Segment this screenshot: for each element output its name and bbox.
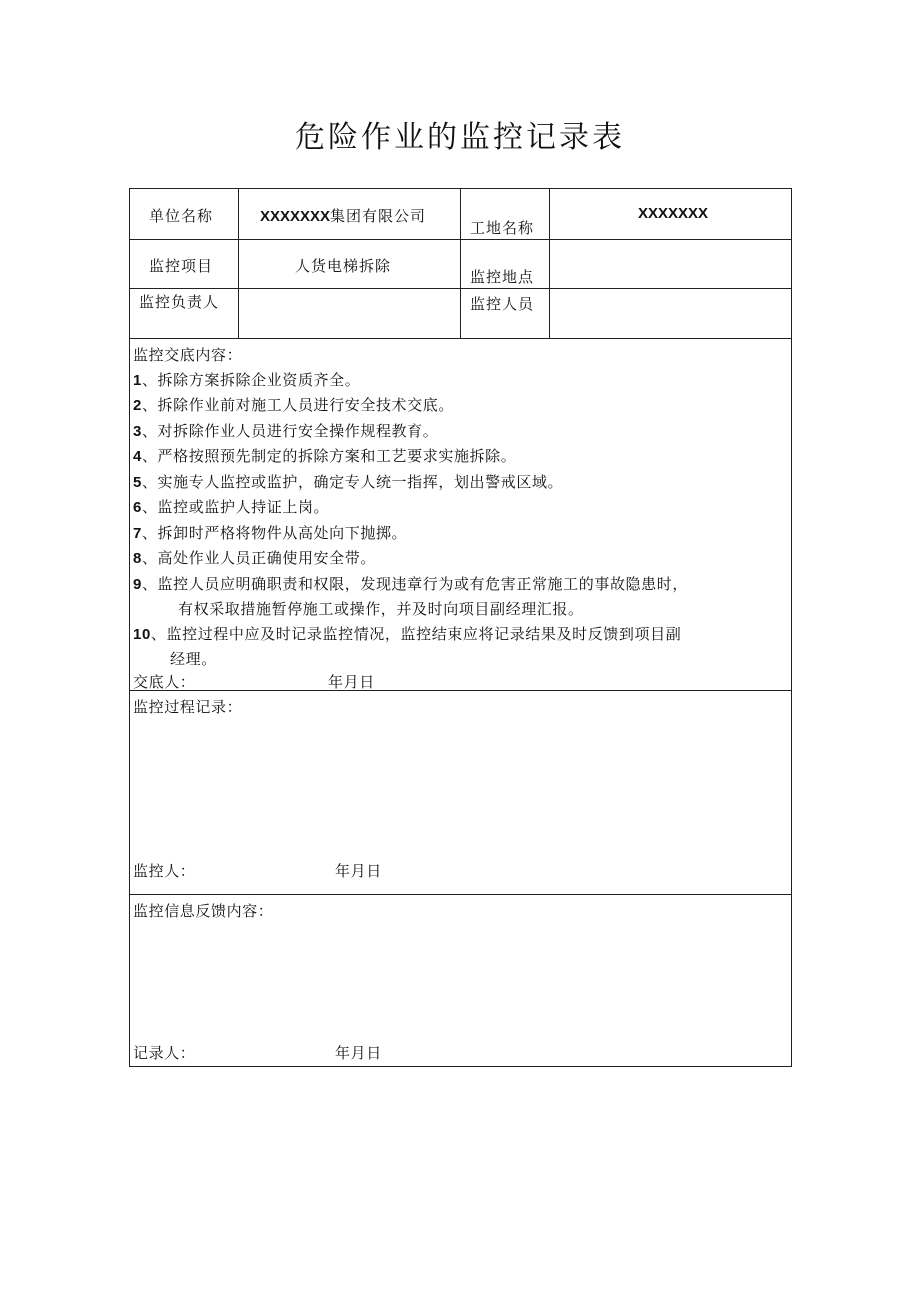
monitor-location-value-cell[interactable] [550,240,792,289]
feedback-date-label: 年月日 [335,1043,382,1062]
monitor-staff-value-cell[interactable] [550,289,792,339]
feedback-signature-row [133,1041,382,1066]
briefing-item-text: 、拆除作业前对施工人员进行安全技术交底。 [141,396,454,414]
unit-name-code: XXXXXXX [260,208,331,225]
monitor-leader-label-cell [130,289,239,339]
unit-name-label: 单位名称 [149,207,214,225]
briefing-item-number: 6 [133,499,142,516]
briefing-item-number: 10 [133,625,151,643]
site-name-value: XXXXXXX [638,205,709,222]
briefing-item [133,368,788,394]
briefing-item-text: 、监控过程中应及时记录监控情况，监控结束应将记录结果及时反馈到项目副 [150,624,682,643]
briefing-item [133,622,788,648]
monitor-location-label: 监控地点 [470,268,535,286]
briefing-item [133,546,788,572]
monitor-item-label-cell [130,240,239,289]
monitor-leader-label: 监控负责人 [139,293,220,311]
monitor-staff-label-cell [461,289,550,339]
site-name-value-cell[interactable] [550,189,792,240]
process-signature-row [133,859,382,884]
briefing-item-number: 8 [133,550,142,567]
unit-name-value-cell[interactable] [239,189,461,240]
briefing-item-text: 、拆除方案拆除企业资质齐全。 [141,370,361,389]
briefing-section [130,339,792,691]
briefing-item-text: 、监控或监护人持证上岗。 [141,498,330,516]
monitoring-record-table [129,188,792,1067]
briefing-item-number: 4 [133,448,142,465]
briefing-item [133,444,788,470]
briefing-item-number: 1 [133,371,142,389]
monitor-item-value-cell[interactable] [239,240,461,289]
site-name-label-cell [461,189,550,240]
monitor-location-label-cell [461,240,550,289]
briefing-item-continuation: 经理。 [170,650,217,668]
briefing-item [133,419,788,445]
briefing-item-text: 、拆卸时严格将物件从高处向下抛掷。 [141,523,408,542]
process-date-label: 年月日 [335,861,382,880]
unit-name-label-cell [130,189,239,240]
briefing-item-number: 2 [133,397,142,414]
process-record-section[interactable] [130,690,792,894]
briefing-date-label: 年月日 [328,672,375,690]
briefing-item-text: 、对拆除作业人员进行安全操作规程教育。 [141,421,439,440]
feedback-heading: 监控信息反馈内容： [133,901,274,920]
briefing-item-continuation: 有权采取措施暂停施工或操作，并及时向项目副经理汇报。 [178,600,584,618]
process-record-heading: 监控过程记录： [133,697,243,716]
briefing-item [133,521,788,547]
briefing-item [133,495,788,521]
monitor-staff-label: 监控人员 [470,295,535,313]
site-name-label: 工地名称 [470,219,535,237]
briefing-item-number: 9 [133,575,142,593]
briefing-item [133,470,788,496]
briefing-item-text: 、实施专人监控或监护，确定专人统一指挥，划出警戒区域。 [141,472,564,491]
briefing-item-number: 3 [133,422,142,440]
monitor-leader-value-cell[interactable] [239,289,461,339]
briefing-item-text: 、监控人员应明确职责和权限，发现违章行为或有危害正常施工的事故隐患时， [141,574,688,593]
monitor-item-label: 监控项目 [149,257,214,275]
form-title: 危险作业的监控记录表 [295,120,625,155]
feedback-content [130,895,791,1066]
briefing-heading: 监控交底内容： [133,346,243,364]
process-record-content [130,691,791,894]
briefing-item [133,393,788,419]
unit-name-value [239,189,460,226]
feedback-section[interactable] [130,894,792,1066]
briefing-item-text: 、高处作业人员正确使用安全带。 [141,549,376,567]
feedback-signer-label: 记录人： [133,1043,196,1062]
briefing-content [130,339,791,690]
briefing-item-number: 5 [133,473,142,491]
briefing-item-text: 、严格按照预先制定的拆除方案和工艺要求实施拆除。 [141,447,517,465]
briefing-signature-row [133,670,788,690]
process-signer-label: 监控人： [133,861,196,880]
monitor-item-value: 人货电梯拆除 [295,257,392,275]
briefing-signer-label: 交底人： [133,672,196,690]
briefing-item [133,572,788,598]
briefing-item-number: 7 [133,524,142,542]
unit-name-suffix: 集团有限公司 [330,207,427,225]
